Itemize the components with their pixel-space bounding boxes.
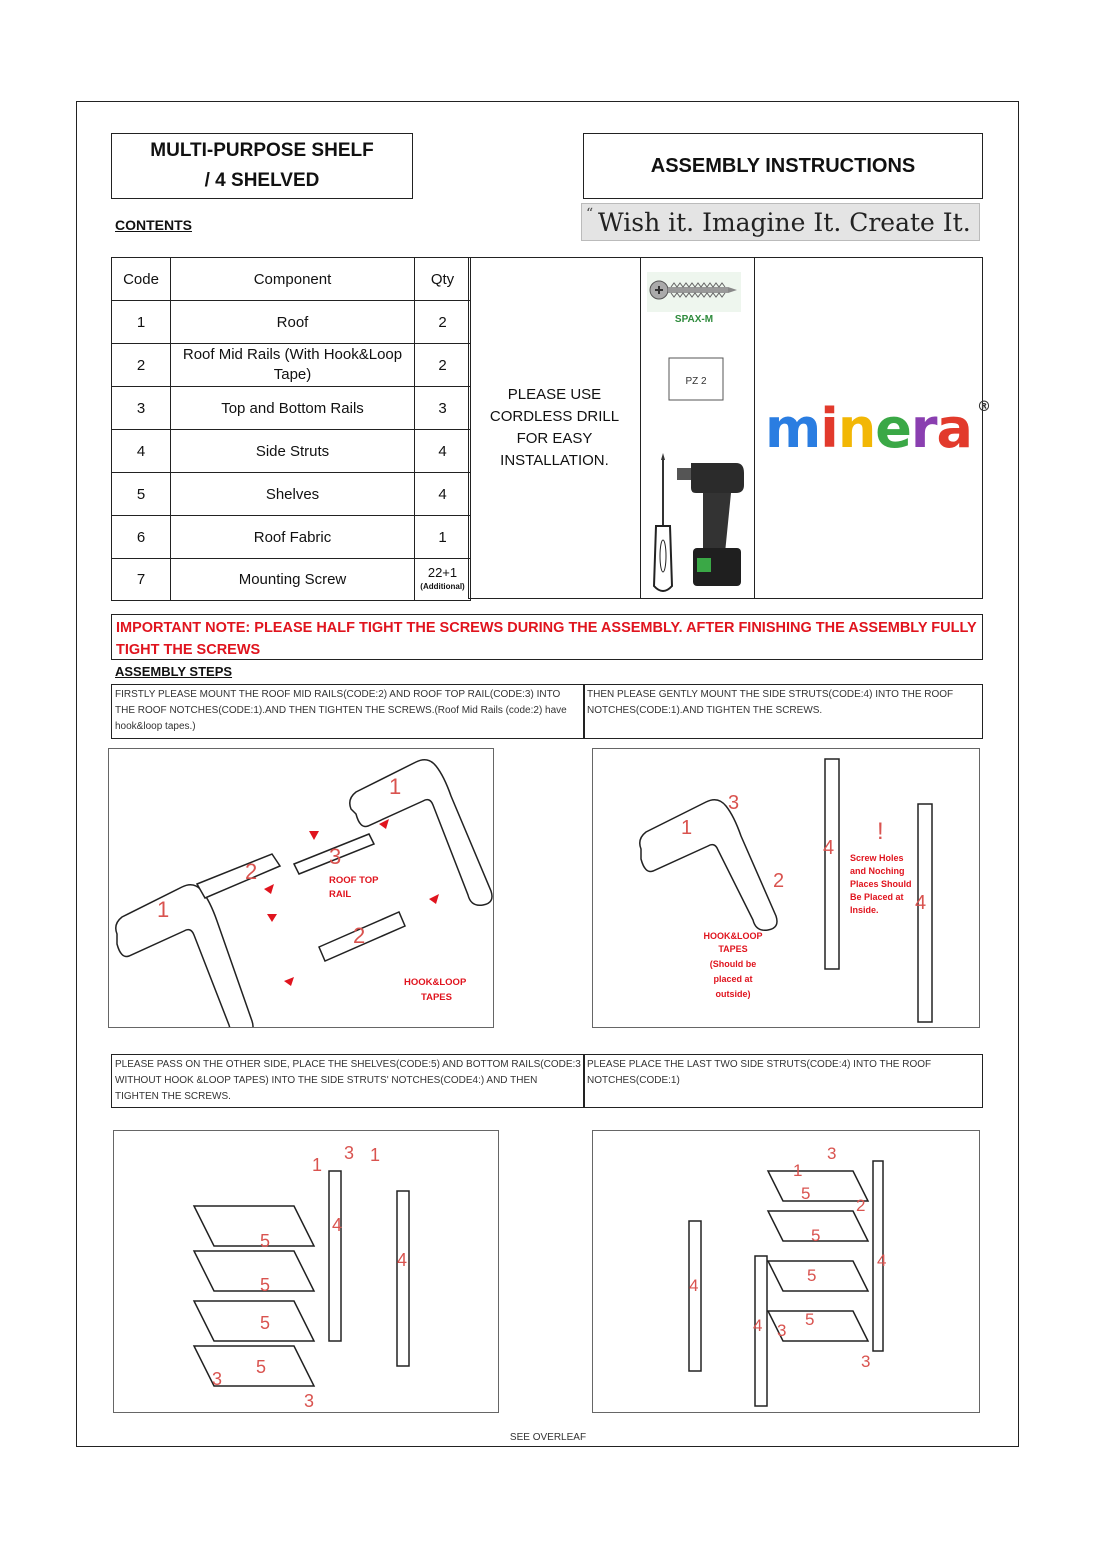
table-row: [112, 301, 471, 344]
label-3: 3: [329, 844, 342, 869]
row-qty: [415, 559, 471, 601]
table-row: [112, 387, 471, 430]
important-note: IMPORTANT NOTE: PLEASE HALF TIGHT THE SCREWS DURING THE ASSEMBLY. AFTER FINISHING THE ASSEMBLY FULLY TIGHT THE SCREWS: [111, 614, 983, 660]
side-strut-b: [397, 1191, 409, 1366]
roof-assembly: [640, 800, 777, 931]
tools-panel: [640, 257, 755, 599]
step3-diagram: [113, 1130, 499, 1413]
col-qty-header: Qty: [415, 258, 471, 301]
hook-loop-note: [703, 931, 762, 999]
see-overleaf: SEE OVERLEAF: [509, 1432, 587, 1443]
hook-loop-label-2: TAPES: [421, 992, 452, 1003]
row-code: 6: [112, 516, 171, 559]
label-3: 3: [777, 1321, 787, 1340]
row-component: Roof Mid Rails (With Hook&Loop Tape): [171, 344, 415, 387]
tools-illustration: [641, 258, 753, 598]
tagline-banner: [581, 203, 980, 241]
table-header-row: [112, 258, 471, 301]
hook-loop-line: placed at: [713, 974, 753, 984]
brand-logo-text: minera: [765, 396, 972, 460]
label-3: 3: [827, 1144, 837, 1163]
label-2: 2: [773, 870, 785, 892]
row-component: Mounting Screw: [171, 559, 415, 601]
label-4: 4: [332, 1215, 343, 1235]
roof-part-left: [116, 885, 253, 1027]
drill-note: PLEASE USE CORDLESS DRILL FOR EASY INSTALLATION.: [468, 257, 641, 599]
label-1: 1: [681, 817, 693, 839]
step2-svg: [593, 749, 979, 1027]
step1-instruction: FIRSTLY PLEASE MOUNT THE ROOF MID RAILS(CODE:2) AND ROOF TOP RAIL(CODE:3) INTO THE ROOF NOTCHES(CODE:1).AND THEN TIGHTEN THE SCREWS.(Roof Mid Rails (code:2) have hook&loop tapes.): [111, 684, 585, 739]
roof-top-rail-label-1: ROOF TOP: [329, 875, 379, 886]
col-code-header: Code: [112, 258, 171, 301]
step4-svg: [593, 1131, 979, 1412]
label-2: 2: [245, 859, 258, 884]
label-4: 4: [915, 892, 927, 914]
step2-instruction: THEN PLEASE GENTLY MOUNT THE SIDE STRUTS(CODE:4) INTO THE ROOF NOTCHES(CODE:1).AND TIGHTEN THE SCREWS.: [583, 684, 983, 739]
hook-loop-line: outside): [715, 989, 751, 999]
row-qty-value: 22+1: [427, 564, 458, 580]
label-2: 2: [353, 923, 366, 948]
shelf-2: [194, 1251, 314, 1291]
step3-svg: [114, 1131, 498, 1412]
label-5: 5: [811, 1226, 821, 1245]
screw-holes-line: Be Placed at: [850, 892, 904, 902]
screw-brand: SPAX-M: [674, 314, 714, 325]
label-3: 3: [304, 1391, 315, 1411]
label-3: 3: [728, 792, 740, 814]
label-2: 2: [856, 1196, 866, 1215]
label-3: 3: [212, 1369, 223, 1389]
product-title-line2: / 4 SHELVED: [204, 170, 320, 191]
label-1: 1: [312, 1155, 323, 1175]
label-5: 5: [805, 1310, 815, 1329]
row-code: 2: [112, 344, 171, 387]
row-code: 5: [112, 473, 171, 516]
step3-instruction: PLEASE PASS ON THE OTHER SIDE, PLACE THE SHELVES(CODE:5) AND BOTTOM RAILS(CODE:3 WITHOUT HOOK &LOOP TAPES) INTO THE SIDE STRUTS' NOTCHES(CODE4:) AND THEN TIGHTEN THE SCREWS.: [111, 1054, 585, 1108]
tagline-text: Wish it. Imagine It. Create It.: [598, 207, 971, 237]
shelf-1: [194, 1206, 314, 1246]
row-qty-note: (Additional): [420, 581, 465, 591]
step1-diagram: [108, 748, 494, 1028]
table-row: [112, 344, 471, 387]
row-qty: 2: [415, 344, 471, 387]
bit-label: PZ 2: [685, 376, 707, 387]
step4-instruction: PLEASE PLACE THE LAST TWO SIDE STRUTS(CODE:4) INTO THE ROOF NOTCHES(CODE:1): [583, 1054, 983, 1108]
label-4: 4: [823, 837, 835, 859]
strut-loose-1: [689, 1221, 701, 1371]
brand-logo-panel: [754, 257, 990, 599]
table-row: [112, 559, 471, 601]
row-qty: 4: [415, 430, 471, 473]
table-row: [112, 516, 471, 559]
screw-holes-line: Places Should: [850, 879, 912, 889]
row-qty: 3: [415, 387, 471, 430]
screwdriver-icon: [654, 453, 672, 591]
label-3: 3: [344, 1143, 355, 1163]
label-5: 5: [260, 1275, 271, 1295]
label-4: 4: [877, 1251, 887, 1270]
screw-holes-line: and Noching: [850, 866, 905, 876]
row-component: Top and Bottom Rails: [171, 387, 415, 430]
hook-loop-label-1: HOOK&LOOP: [404, 977, 467, 988]
screw-holes-line: Inside.: [850, 905, 879, 915]
product-title: [111, 133, 413, 199]
row-component: Roof Fabric: [171, 516, 415, 559]
label-4: 4: [689, 1276, 699, 1295]
label-4: 4: [753, 1316, 763, 1335]
assembly-steps-heading: ASSEMBLY STEPS: [115, 664, 233, 679]
screw-holes-line: Screw Holes: [850, 853, 904, 863]
row-code: 7: [112, 559, 171, 601]
row-component: Roof: [171, 301, 415, 344]
shelf-3: [194, 1301, 314, 1341]
col-component-header: Component: [171, 258, 415, 301]
shelf-d: [768, 1171, 868, 1201]
side-strut-left: [825, 759, 839, 969]
cordless-drill-icon: [677, 463, 744, 586]
label-5: 5: [260, 1231, 271, 1251]
row-code: 1: [112, 301, 171, 344]
registered-mark: ®: [976, 398, 990, 415]
exclaim-mark: !: [877, 818, 884, 845]
contents-table: [111, 257, 471, 601]
roof-top-rail-label-2: RAIL: [329, 889, 352, 900]
label-4: 4: [397, 1250, 408, 1270]
doc-title: ASSEMBLY INSTRUCTIONS: [583, 133, 983, 199]
label-5: 5: [260, 1313, 271, 1333]
label-5: 5: [256, 1357, 267, 1377]
product-title-line1: MULTI-PURPOSE SHELF: [150, 140, 374, 161]
screw-holes-note: [850, 853, 912, 915]
row-code: 3: [112, 387, 171, 430]
row-component: Side Struts: [171, 430, 415, 473]
row-qty: 4: [415, 473, 471, 516]
table-row: [112, 430, 471, 473]
row-qty: 1: [415, 516, 471, 559]
label-3: 3: [861, 1352, 871, 1371]
step1-svg: [109, 749, 493, 1027]
hook-loop-line: (Should be: [709, 959, 757, 969]
label-5: 5: [801, 1184, 811, 1203]
shelf-b: [768, 1261, 868, 1291]
label-1: 1: [389, 774, 402, 799]
label-1: 1: [370, 1145, 381, 1165]
row-code: 4: [112, 430, 171, 473]
row-qty: 2: [415, 301, 471, 344]
step2-diagram: [592, 748, 980, 1028]
label-1: 1: [157, 897, 170, 922]
label-1: 1: [793, 1161, 803, 1180]
tagline-quote: “: [586, 206, 594, 222]
contents-heading: CONTENTS: [115, 217, 192, 233]
table-row: [112, 473, 471, 516]
minera-logo: [765, 396, 990, 460]
step4-diagram: [592, 1130, 980, 1413]
row-component: Shelves: [171, 473, 415, 516]
side-strut-a: [329, 1171, 341, 1341]
hook-loop-line: TAPES: [718, 944, 748, 954]
label-5: 5: [807, 1266, 817, 1285]
hook-loop-line: HOOK&LOOP: [703, 931, 763, 941]
